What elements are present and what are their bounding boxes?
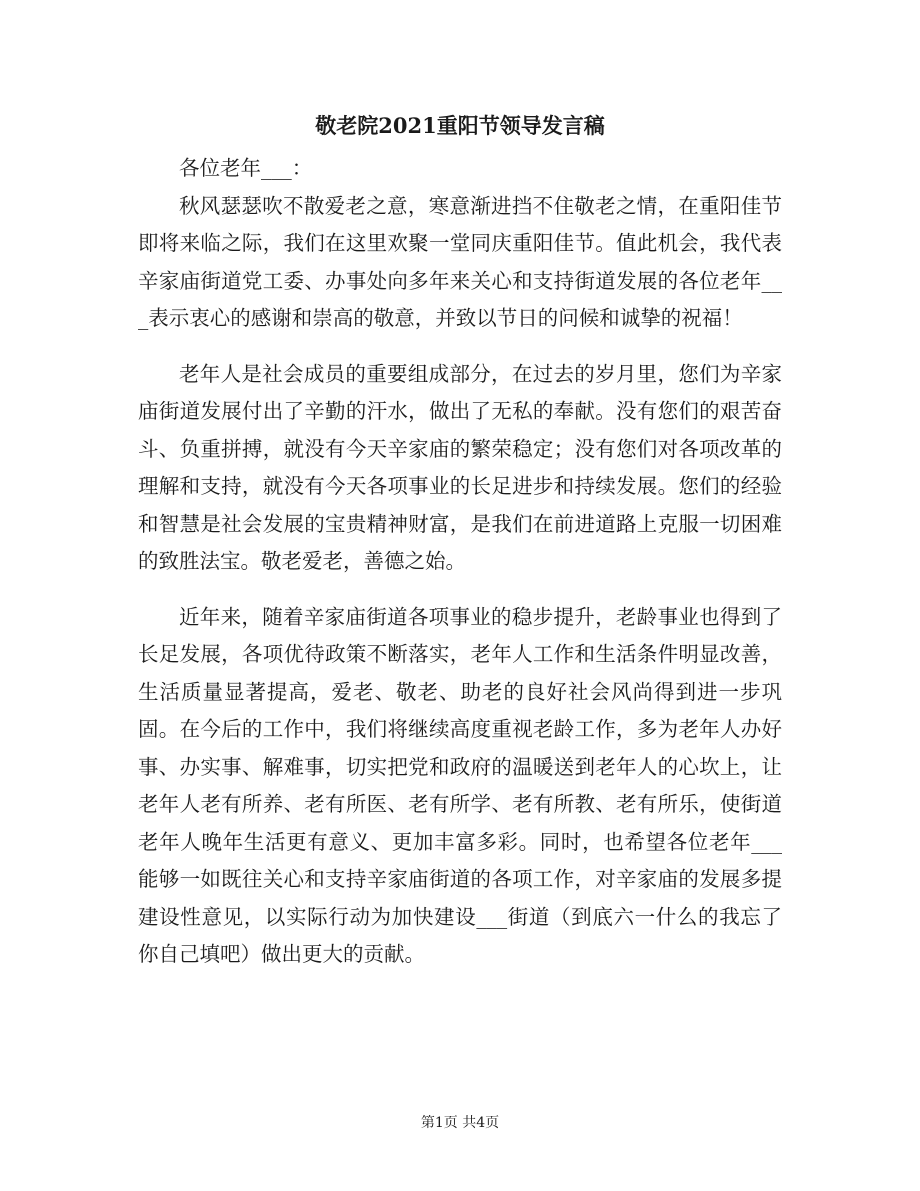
paragraph-1: 秋风瑟瑟吹不散爱老之意，寒意渐进挡不住敬老之情，在重阳佳节即将来临之际，我们在这里欢聚一堂同庆重阳佳节。值此机会，我代表辛家庙街道党工委、办事处向多年来关心和支持街道发展的各位老年___表示衷心的感谢和崇高的敬意，并致以节日的问候和诚挚的祝福！ xyxy=(138,193,782,330)
greeting: 各位老年___： xyxy=(179,156,313,180)
document-body xyxy=(138,150,782,974)
paragraph-2: 老年人是社会成员的重要组成部分，在过去的岁月里，您们为辛家庙街道发展付出了辛勤的汗水，做出了无私的奉献。没有您们的艰苦奋斗、负重拼搏，就没有今天辛家庙的繁荣稳定；没有您们对各项改革的理解和支持，就没有今天各项事业的长足进步和持续发展。您们的经验和智慧是社会发展的宝贵精神财富，是我们在前进道路上克服一切困难的致胜法宝。敬老爱老，善德之始。 xyxy=(138,361,782,573)
paragraph-3: 近年来，随着辛家庙街道各项事业的稳步提升，老龄事业也得到了长足发展，各项优待政策不断落实，老年人工作和生活条件明显改善，生活质量显著提高，爱老、敬老、助老的良好社会风尚得到进一步巩固。在今后的工作中，我们将继续高度重视老龄工作，多为老年人办好事、办实事、解难事，切实把党和政府的温暖送到老年人的心坎上，让老年人老有所养、老有所医、老有所学、老有所教、老有所乐，使街道老年人晚年生活更有意义、更加丰富多彩。同时，也希望各位老年___能够一如既往关心和支持辛家庙街道的各项工作，对辛家庙的发展多提建设性意见，以实际行动为加快建设___街道（到底六一什么的我忘了你自己填吧）做出更大的贡献。 xyxy=(138,604,782,966)
document-title: 敬老院2021重阳节领导发言稿 xyxy=(315,113,605,138)
page-number-footer: 第1页 共4页 xyxy=(420,1115,500,1131)
